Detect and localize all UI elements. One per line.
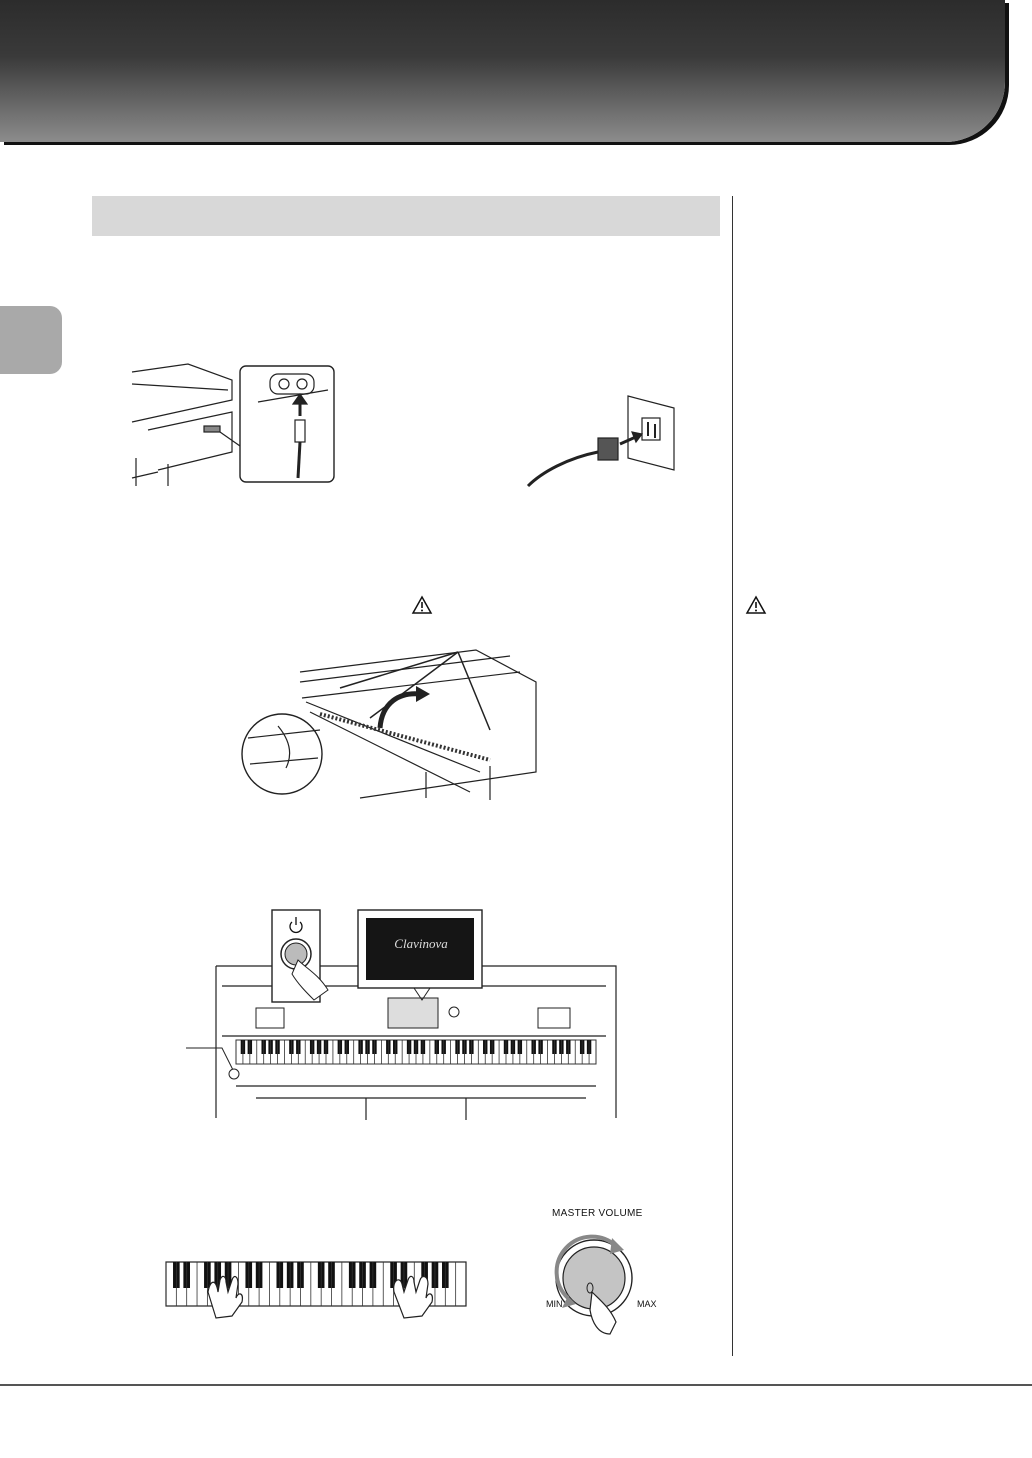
master-volume-label: MASTER VOLUME <box>552 1208 643 1219</box>
header-band <box>0 0 1005 142</box>
key-cover-figure <box>240 642 542 800</box>
section-heading-bar <box>92 196 720 236</box>
right-hand <box>394 1276 433 1318</box>
display-brand: Clavinova <box>394 936 448 951</box>
master-volume-dial <box>556 1226 646 1366</box>
wall-outlet-figure <box>528 388 678 490</box>
hand-detail-inset <box>242 714 322 794</box>
chapter-tab <box>0 306 62 374</box>
column-divider <box>732 196 733 1356</box>
footer-rule <box>0 1384 1032 1386</box>
caution-icon <box>746 596 766 614</box>
left-hand <box>208 1276 242 1318</box>
inlet-detail-inset <box>240 366 334 482</box>
max-label: MAX <box>637 1299 657 1309</box>
keyboard-hands-figure <box>166 1262 468 1320</box>
caution-icon <box>412 596 432 614</box>
min-label: MIN <box>546 1299 563 1309</box>
power-inlet-figure <box>128 360 338 490</box>
